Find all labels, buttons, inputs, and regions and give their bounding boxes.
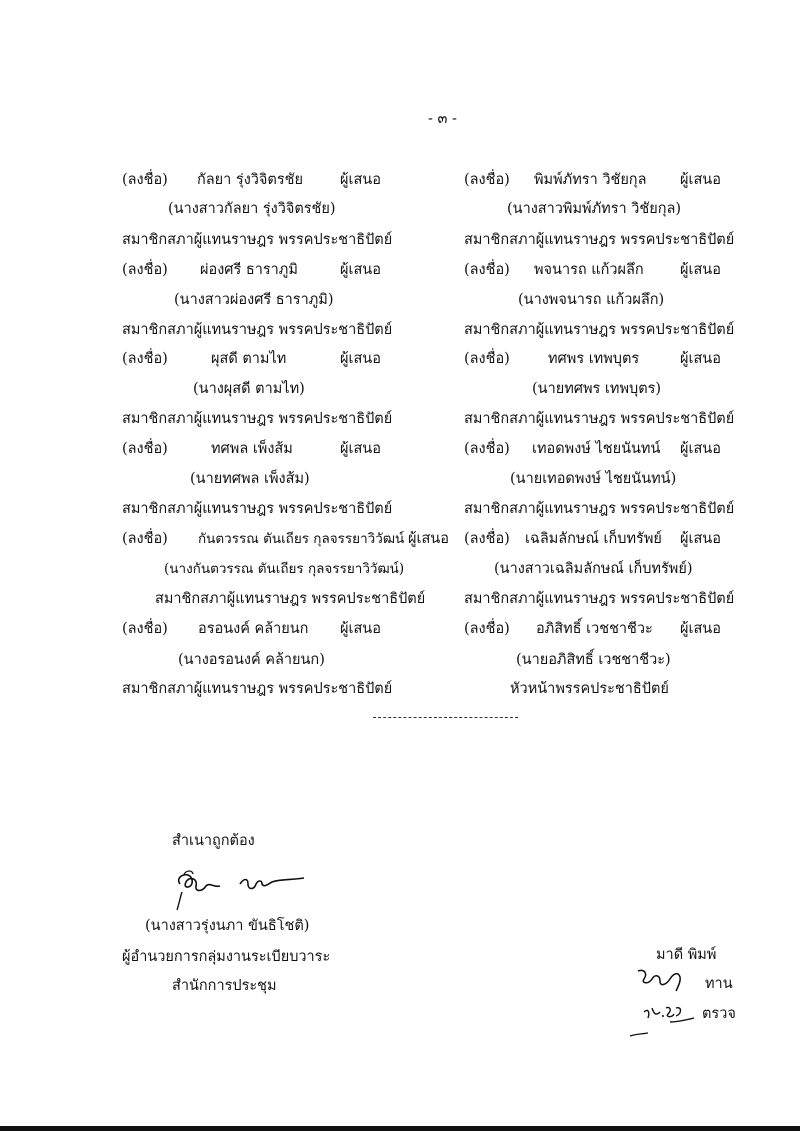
role-label: ผู้เสนอ <box>680 351 721 367</box>
sign-prefix: (ลงชื่อ) <box>122 531 168 547</box>
role-label: ผู้เสนอ <box>680 172 721 188</box>
signatory-name: อภิสิทธิ์ เวชชาชีวะ <box>536 621 653 637</box>
signatory-name: กัลยา รุ่งวิจิตรชัย <box>197 172 303 188</box>
role-label: ผู้เสนอ <box>680 441 721 457</box>
signatory-position: สมาชิกสภาผู้แทนราษฎร พรรคประชาธิปัตย์ <box>464 322 735 338</box>
signatory-position: สมาชิกสภาผู้แทนราษฎร พรรคประชาธิปัตย์ <box>122 322 393 338</box>
signatory-name: ผ่องศรี ธาราภูมิ <box>200 262 298 278</box>
signatory-position: สมาชิกสภาผู้แทนราษฎร พรรคประชาธิปัตย์ <box>464 591 735 607</box>
signer-name: (นางสาวรุ่งนภา ขันธิโชติ) <box>145 918 310 934</box>
signatory-name: พิมพ์ภัทรา วิชัยกุล <box>534 172 647 188</box>
pen-mark <box>628 1030 658 1040</box>
signatory-position: สมาชิกสภาผู้แทนราษฎร พรรคประชาธิปัตย์ <box>155 591 426 607</box>
role-label: ผู้เสนอ <box>340 621 381 637</box>
signatory-name: ทศพล เพ็งส้ม <box>211 441 293 457</box>
signatory-position: หัวหน้าพรรคประชาธิปัตย์ <box>510 681 669 697</box>
sign-prefix: (ลงชื่อ) <box>122 262 168 278</box>
certified-copy-label: สำเนาถูกต้อง <box>172 833 255 849</box>
sign-prefix: (ลงชื่อ) <box>464 621 510 637</box>
sign-prefix: (ลงชื่อ) <box>464 531 510 547</box>
checker-initials <box>640 998 700 1028</box>
sign-prefix: (ลงชื่อ) <box>464 351 510 367</box>
signatory-full-name: (นายอภิสิทธิ์ เวชชาชีวะ) <box>516 652 671 668</box>
signatory-full-name: (นางผุสดี ตามไท) <box>193 381 305 397</box>
role-label: ผู้เสนอ <box>340 262 381 278</box>
signer-office: สำนักการประชุม <box>172 978 277 994</box>
role-label: ผู้เสนอ <box>408 531 449 547</box>
signatory-full-name: (นายทศพร เทพบุตร) <box>532 381 662 397</box>
page-number: - ๓ - <box>428 111 457 127</box>
signatory-position: สมาชิกสภาผู้แทนราษฎร พรรคประชาธิปัตย์ <box>122 232 393 248</box>
sign-prefix: (ลงชื่อ) <box>122 351 168 367</box>
signatory-name: ผุสดี ตามไท <box>211 351 287 367</box>
role-label: ผู้เสนอ <box>680 531 721 547</box>
signatory-name: พจนารถ แก้วผลึก <box>534 262 644 278</box>
signatory-name: กันตวรรณ ตันเถียร กุลจรรยาวิวัฒน์ <box>198 531 405 547</box>
signatory-position: สมาชิกสภาผู้แทนราษฎร พรรคประชาธิปัตย์ <box>464 411 735 427</box>
sign-prefix: (ลงชื่อ) <box>464 172 510 188</box>
signatory-full-name: (นางสาวเฉลิมลักษณ์ เก็บทรัพย์) <box>494 561 693 577</box>
handwritten-signature <box>170 862 310 912</box>
proofreader-initials <box>636 965 706 995</box>
signatory-full-name: (นางสาวกัลยา รุ่งวิจิตรชัย) <box>168 201 336 217</box>
role-label: ผู้เสนอ <box>680 262 721 278</box>
signatory-full-name: (นางกันตวรรณ ตันเถียร กุลจรรยาวิวัฒน์) <box>164 561 405 577</box>
signatory-full-name: (นางสาวพิมพ์ภัทรา วิชัยกุล) <box>507 201 682 217</box>
sign-prefix: (ลงชื่อ) <box>122 172 168 188</box>
signatory-name: อรอนงค์ คล้ายนก <box>198 621 309 637</box>
sign-prefix: (ลงชื่อ) <box>464 262 510 278</box>
proofread-label: ทาน <box>705 976 733 992</box>
sign-prefix: (ลงชื่อ) <box>122 441 168 457</box>
signatory-position: สมาชิกสภาผู้แทนราษฎร พรรคประชาธิปัตย์ <box>464 232 735 248</box>
section-divider <box>373 717 518 718</box>
signatory-position: สมาชิกสภาผู้แทนราษฎร พรรคประชาธิปัตย์ <box>122 681 393 697</box>
sign-prefix: (ลงชื่อ) <box>464 441 510 457</box>
signatory-position: สมาชิกสภาผู้แทนราษฎร พรรคประชาธิปัตย์ <box>464 501 735 517</box>
signatory-full-name: (นายทศพล เพ็งส้ม) <box>190 471 310 487</box>
signatory-full-name: (นางอรอนงค์ คล้ายนก) <box>178 652 325 668</box>
sign-prefix: (ลงชื่อ) <box>122 621 168 637</box>
signatory-position: สมาชิกสภาผู้แทนราษฎร พรรคประชาธิปัตย์ <box>122 501 393 517</box>
check-label: ตรวจ <box>702 1006 736 1022</box>
role-label: ผู้เสนอ <box>340 441 381 457</box>
role-label: ผู้เสนอ <box>340 172 381 188</box>
role-label: ผู้เสนอ <box>340 351 381 367</box>
signatory-name: ทศพร เทพบุตร <box>548 351 640 367</box>
signer-title: ผู้อำนวยการกลุ่มงานระเบียบวาระ <box>122 949 331 965</box>
signatory-full-name: (นางพจนารถ แก้วผลึก) <box>518 292 665 308</box>
signatory-position: สมาชิกสภาผู้แทนราษฎร พรรคประชาธิปัตย์ <box>122 411 393 427</box>
role-label: ผู้เสนอ <box>680 621 721 637</box>
page-bottom-edge <box>0 1126 800 1131</box>
signatory-name: เทอดพงษ์ ไชยนันทน์ <box>532 441 661 457</box>
signatory-name: เฉลิมลักษณ์ เก็บทรัพย์ <box>525 531 662 547</box>
typist-line: มาดี พิมพ์ <box>656 947 717 963</box>
signatory-full-name: (นายเทอดพงษ์ ไชยนันทน์) <box>510 471 677 487</box>
signatory-full-name: (นางสาวผ่องศรี ธาราภูมิ) <box>174 292 334 308</box>
